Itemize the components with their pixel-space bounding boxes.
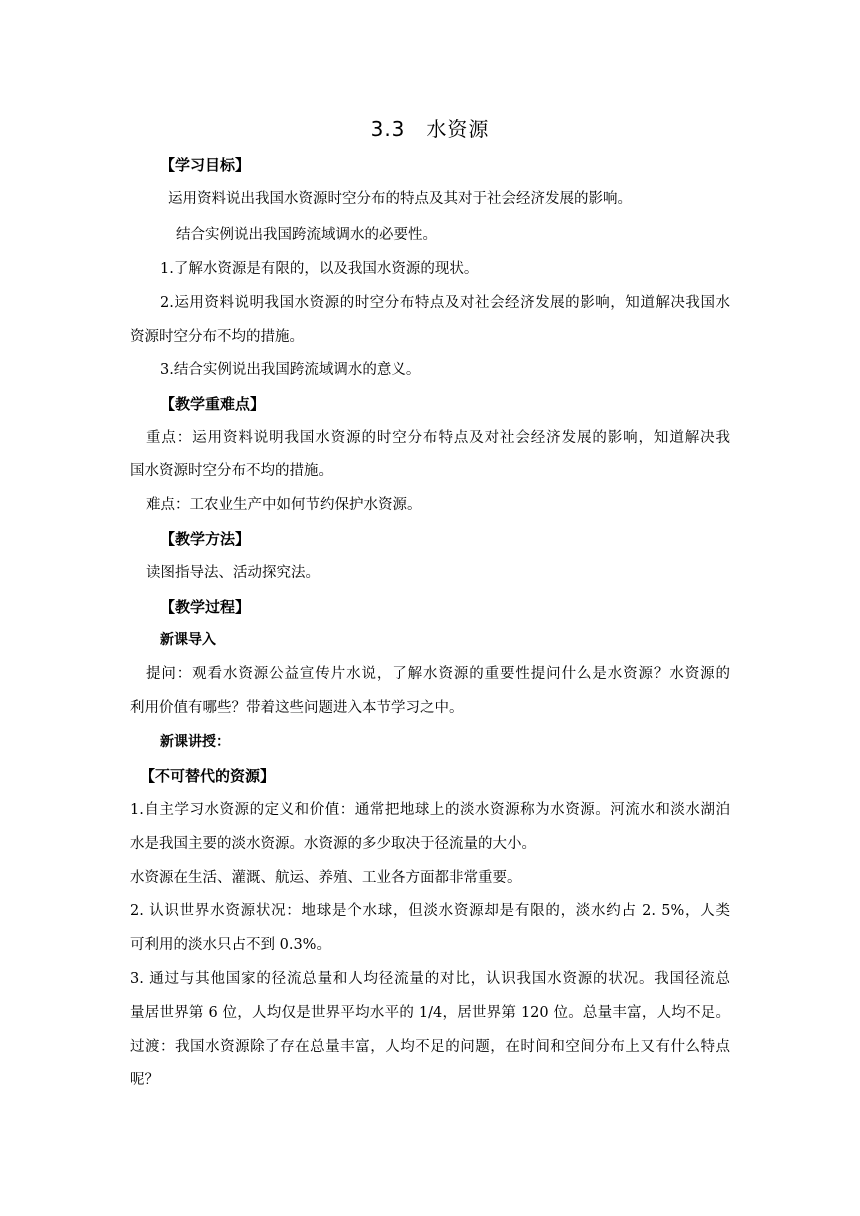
page-title: 3.3 水资源 <box>370 117 490 141</box>
methods-text: 读图指导法、活动探究法。 <box>146 565 320 581</box>
irreplaceable-heading: 【不可替代的资源】 <box>140 767 276 785</box>
methods-heading: 【教学方法】 <box>160 530 251 548</box>
objective-item: 1.了解水资源是有限的，以及我国水资源的现状。 <box>160 261 479 277</box>
process-heading: 【教学过程】 <box>160 598 251 616</box>
body-paragraph-cont: 水是我国主要的淡水资源。水资源的多少取决于径流量的大小。 <box>130 836 536 852</box>
body-paragraph-cont: 量居世界第 6 位，人均仅是世界平均水平的 1/4，居世界第 120 位。总量丰富，人均不足。 <box>130 1005 730 1021</box>
objectives-heading: 【学习目标】 <box>160 156 251 174</box>
body-paragraph: 2. 认识世界水资源状况：地球是个水球，但淡水资源却是有限的，淡水约占 2. 5%，人类 <box>130 903 730 919</box>
intro-text: 提问：观看水资源公益宣传片水说，了解水资源的重要性提问什么是水资源？水资源的 <box>146 666 730 682</box>
body-paragraph: 1.自主学习水资源的定义和价值：通常把地球上的淡水资源称为水资源。河流水和淡水湖泊 <box>130 802 730 818</box>
objective-item: 3.结合实例说出我国跨流域调水的意义。 <box>160 362 421 378</box>
objective-line: 运用资料说出我国水资源时空分布的特点及其对于社会经济发展的影响。 <box>168 191 632 207</box>
intro-text-cont: 利用价值有哪些？带着这些问题进入本节学习之中。 <box>130 700 464 716</box>
lecture-heading: 新课讲授： <box>160 734 230 750</box>
transition-paragraph: 过渡：我国水资源除了存在总量丰富，人均不足的问题，在时间和空间分布上又有什么特点 <box>130 1039 730 1055</box>
objective-line: 结合实例说出我国跨流域调水的必要性。 <box>176 227 437 243</box>
focus-point: 重点：运用资料说明我国水资源的时空分布特点及对社会经济发展的影响，知道解决我 <box>146 430 730 446</box>
difficulty-point: 难点：工农业生产中如何节约保护水资源。 <box>146 497 422 513</box>
body-paragraph: 3. 通过与其他国家的径流总量和人均径流量的对比，认识我国水资源的状况。我国径流总 <box>130 971 730 987</box>
body-paragraph-cont: 可利用的淡水只占不到 0.3%。 <box>130 937 331 953</box>
body-paragraph: 水资源在生活、灌溉、航运、养殖、工业各方面都非常重要。 <box>130 870 522 886</box>
key-points-heading: 【教学重难点】 <box>160 395 266 413</box>
intro-heading: 新课导入 <box>160 632 216 648</box>
transition-paragraph-cont: 呢？ <box>130 1072 159 1088</box>
objective-item-cont: 资源时空分布不均的措施。 <box>130 329 304 345</box>
focus-point-cont: 国水资源时空分布不均的措施。 <box>130 463 333 479</box>
objective-item: 2.运用资料说明我国水资源的时空分布特点及对社会经济发展的影响，知道解决我国水 <box>160 295 730 311</box>
